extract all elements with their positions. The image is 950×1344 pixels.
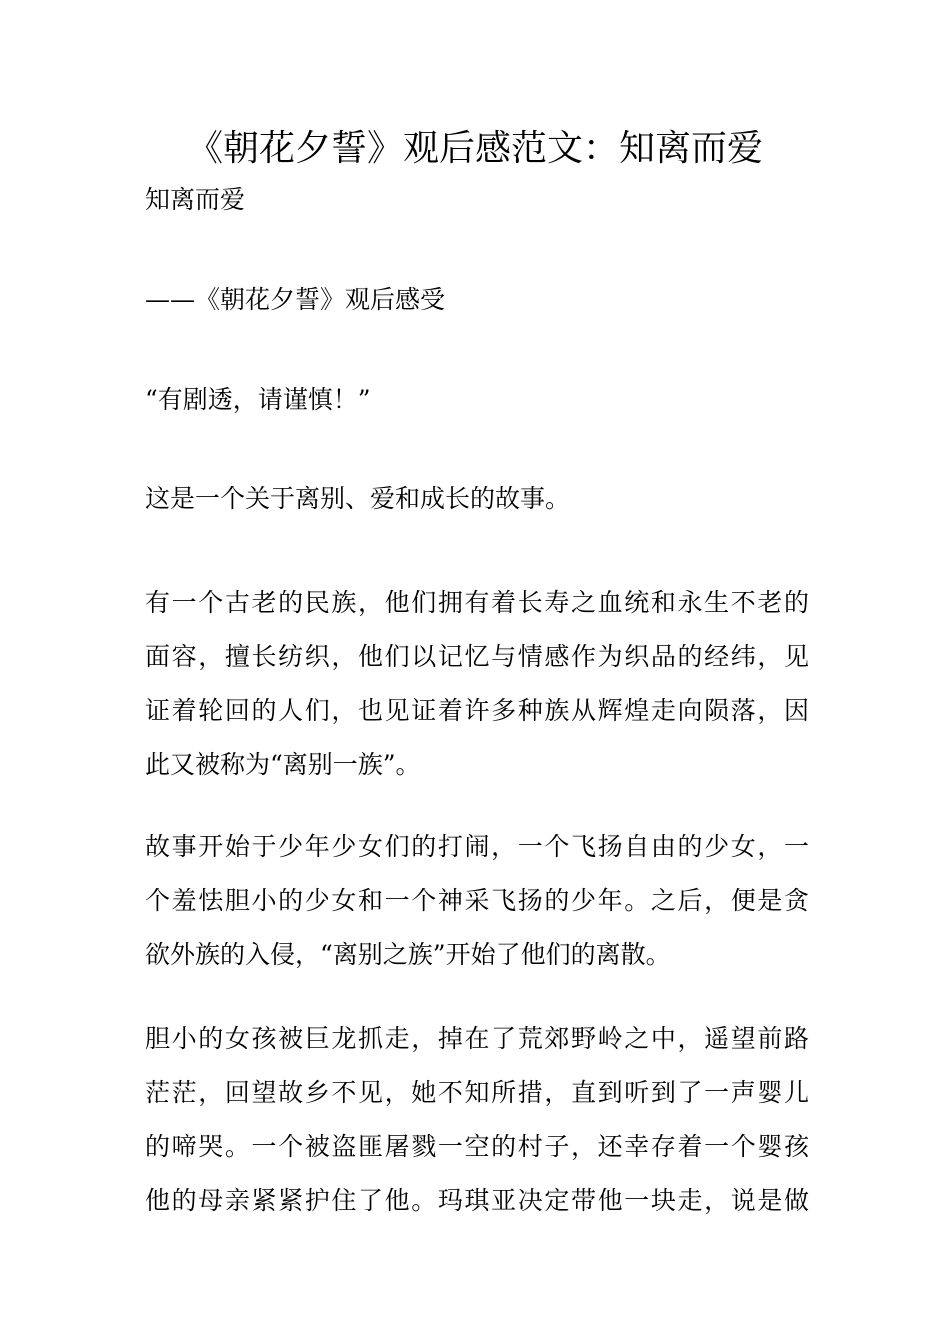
paragraph-line: 故事开始于少年少女们的打闹，一个飞扬自由的少女，一: [145, 832, 809, 861]
paragraph-3: [145, 1012, 809, 1228]
paragraph-2: [145, 820, 809, 982]
lead-sentence: 这是一个关于离别、爱和成长的故事。: [145, 484, 571, 513]
paragraph-1: [145, 576, 809, 792]
paragraph-line: 有一个古老的民族，他们拥有着长寿之血统和永生不老的: [145, 588, 809, 617]
paragraph-line: 证着轮回的人们，也见证着许多种族从辉煌走向陨落，因: [145, 696, 809, 725]
spoiler-note: “有剧透，请谨慎！”: [145, 385, 371, 414]
paragraph-line: 此又被称为“离别一族”。: [145, 750, 421, 779]
paragraph-line: 的啼哭。一个被盗匪屠戮一空的村子，还幸存着一个婴孩: [145, 1132, 809, 1161]
paragraph-line: 个羞怯胆小的少女和一个神采飞扬的少年。之后，便是贪: [145, 886, 809, 915]
paragraph-line: 欲外族的入侵，“离别之族”开始了他们的离散。: [145, 940, 671, 969]
subtitle: 知离而爱: [145, 185, 246, 214]
paragraph-line: 面容，擅长纺织，他们以记忆与情感作为织品的经纬，见: [145, 642, 809, 671]
paragraph-line: 胆小的女孩被巨龙抓走，掉在了荒郊野岭之中，遥望前路: [145, 1024, 809, 1053]
byline: ——《朝花夕誓》观后感受: [145, 285, 446, 314]
paragraph-line: 茫茫，回望故乡不见，她不知所措，直到听到了一声婴儿: [145, 1078, 809, 1107]
paragraph-line: 他的母亲紧紧护住了他。玛琪亚决定带他一块走，说是做: [145, 1186, 809, 1215]
document-title: 《朝花夕誓》观后感范文：知离而爱: [186, 128, 763, 169]
